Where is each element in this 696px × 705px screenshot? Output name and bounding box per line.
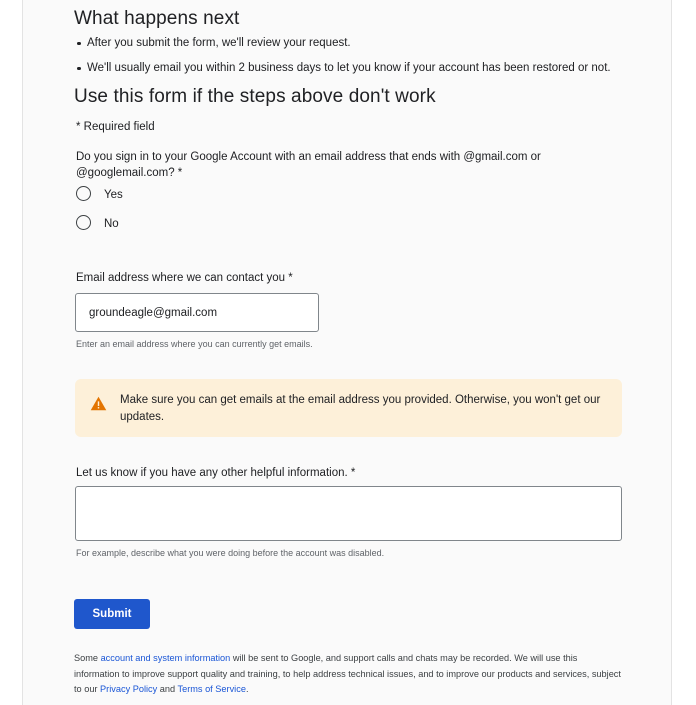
- required-field-note: * Required field: [76, 121, 155, 133]
- contact-email-input[interactable]: [75, 293, 319, 332]
- radio-label-no: No: [104, 218, 119, 230]
- submit-button[interactable]: Submit: [74, 599, 150, 629]
- radio-button-no[interactable]: [76, 215, 91, 230]
- other-info-helper: For example, describe what you were doing before the account was disabled.: [76, 548, 385, 558]
- disclaimer-text: [74, 651, 624, 698]
- system-info-link[interactable]: account and system information: [100, 653, 231, 663]
- warning-text: Make sure you can get emails at the email address you provided. Otherwise, you won't get our updates.: [120, 394, 601, 423]
- list-item: We'll usually email you within 2 business days to let you know if your account has been restored or not.: [76, 61, 611, 75]
- disclaimer-part-3: and: [157, 684, 178, 694]
- page-container: [22, 0, 672, 705]
- next-steps-list: [76, 36, 611, 75]
- radio-option-yes[interactable]: [76, 186, 123, 201]
- radio-option-no[interactable]: [76, 215, 119, 230]
- warning-banner: [75, 379, 622, 437]
- disclaimer-part-2: will be sent to Google, and support calls and chats may be recorded. We will use this information to improve support quality and training, to help address technical issues, and to improve our products and services, subject to our: [74, 653, 621, 694]
- privacy-policy-link[interactable]: Privacy Policy: [100, 684, 158, 694]
- what-happens-next-heading: What happens next: [74, 8, 240, 29]
- gmail-question-label: Do you sign in to your Google Account with an email address that ends with @gmail.com or @googlemail.com? *: [76, 151, 541, 179]
- radio-button-yes[interactable]: [76, 186, 91, 201]
- other-info-textarea[interactable]: [75, 486, 622, 541]
- disclaimer-part-4: .: [245, 684, 249, 694]
- disclaimer-part-1: Some: [74, 653, 101, 663]
- other-info-label: Let us know if you have any other helpful information. *: [76, 467, 356, 479]
- warning-icon: [90, 396, 107, 411]
- contact-email-helper: Enter an email address where you can currently get emails.: [76, 339, 313, 349]
- list-item: After you submit the form, we'll review your request.: [76, 36, 611, 50]
- radio-label-yes: Yes: [104, 189, 123, 201]
- contact-email-label: Email address where we can contact you *: [76, 272, 293, 284]
- form-heading: Use this form if the steps above don't work: [74, 86, 436, 107]
- terms-of-service-link[interactable]: Terms of Service: [177, 684, 246, 694]
